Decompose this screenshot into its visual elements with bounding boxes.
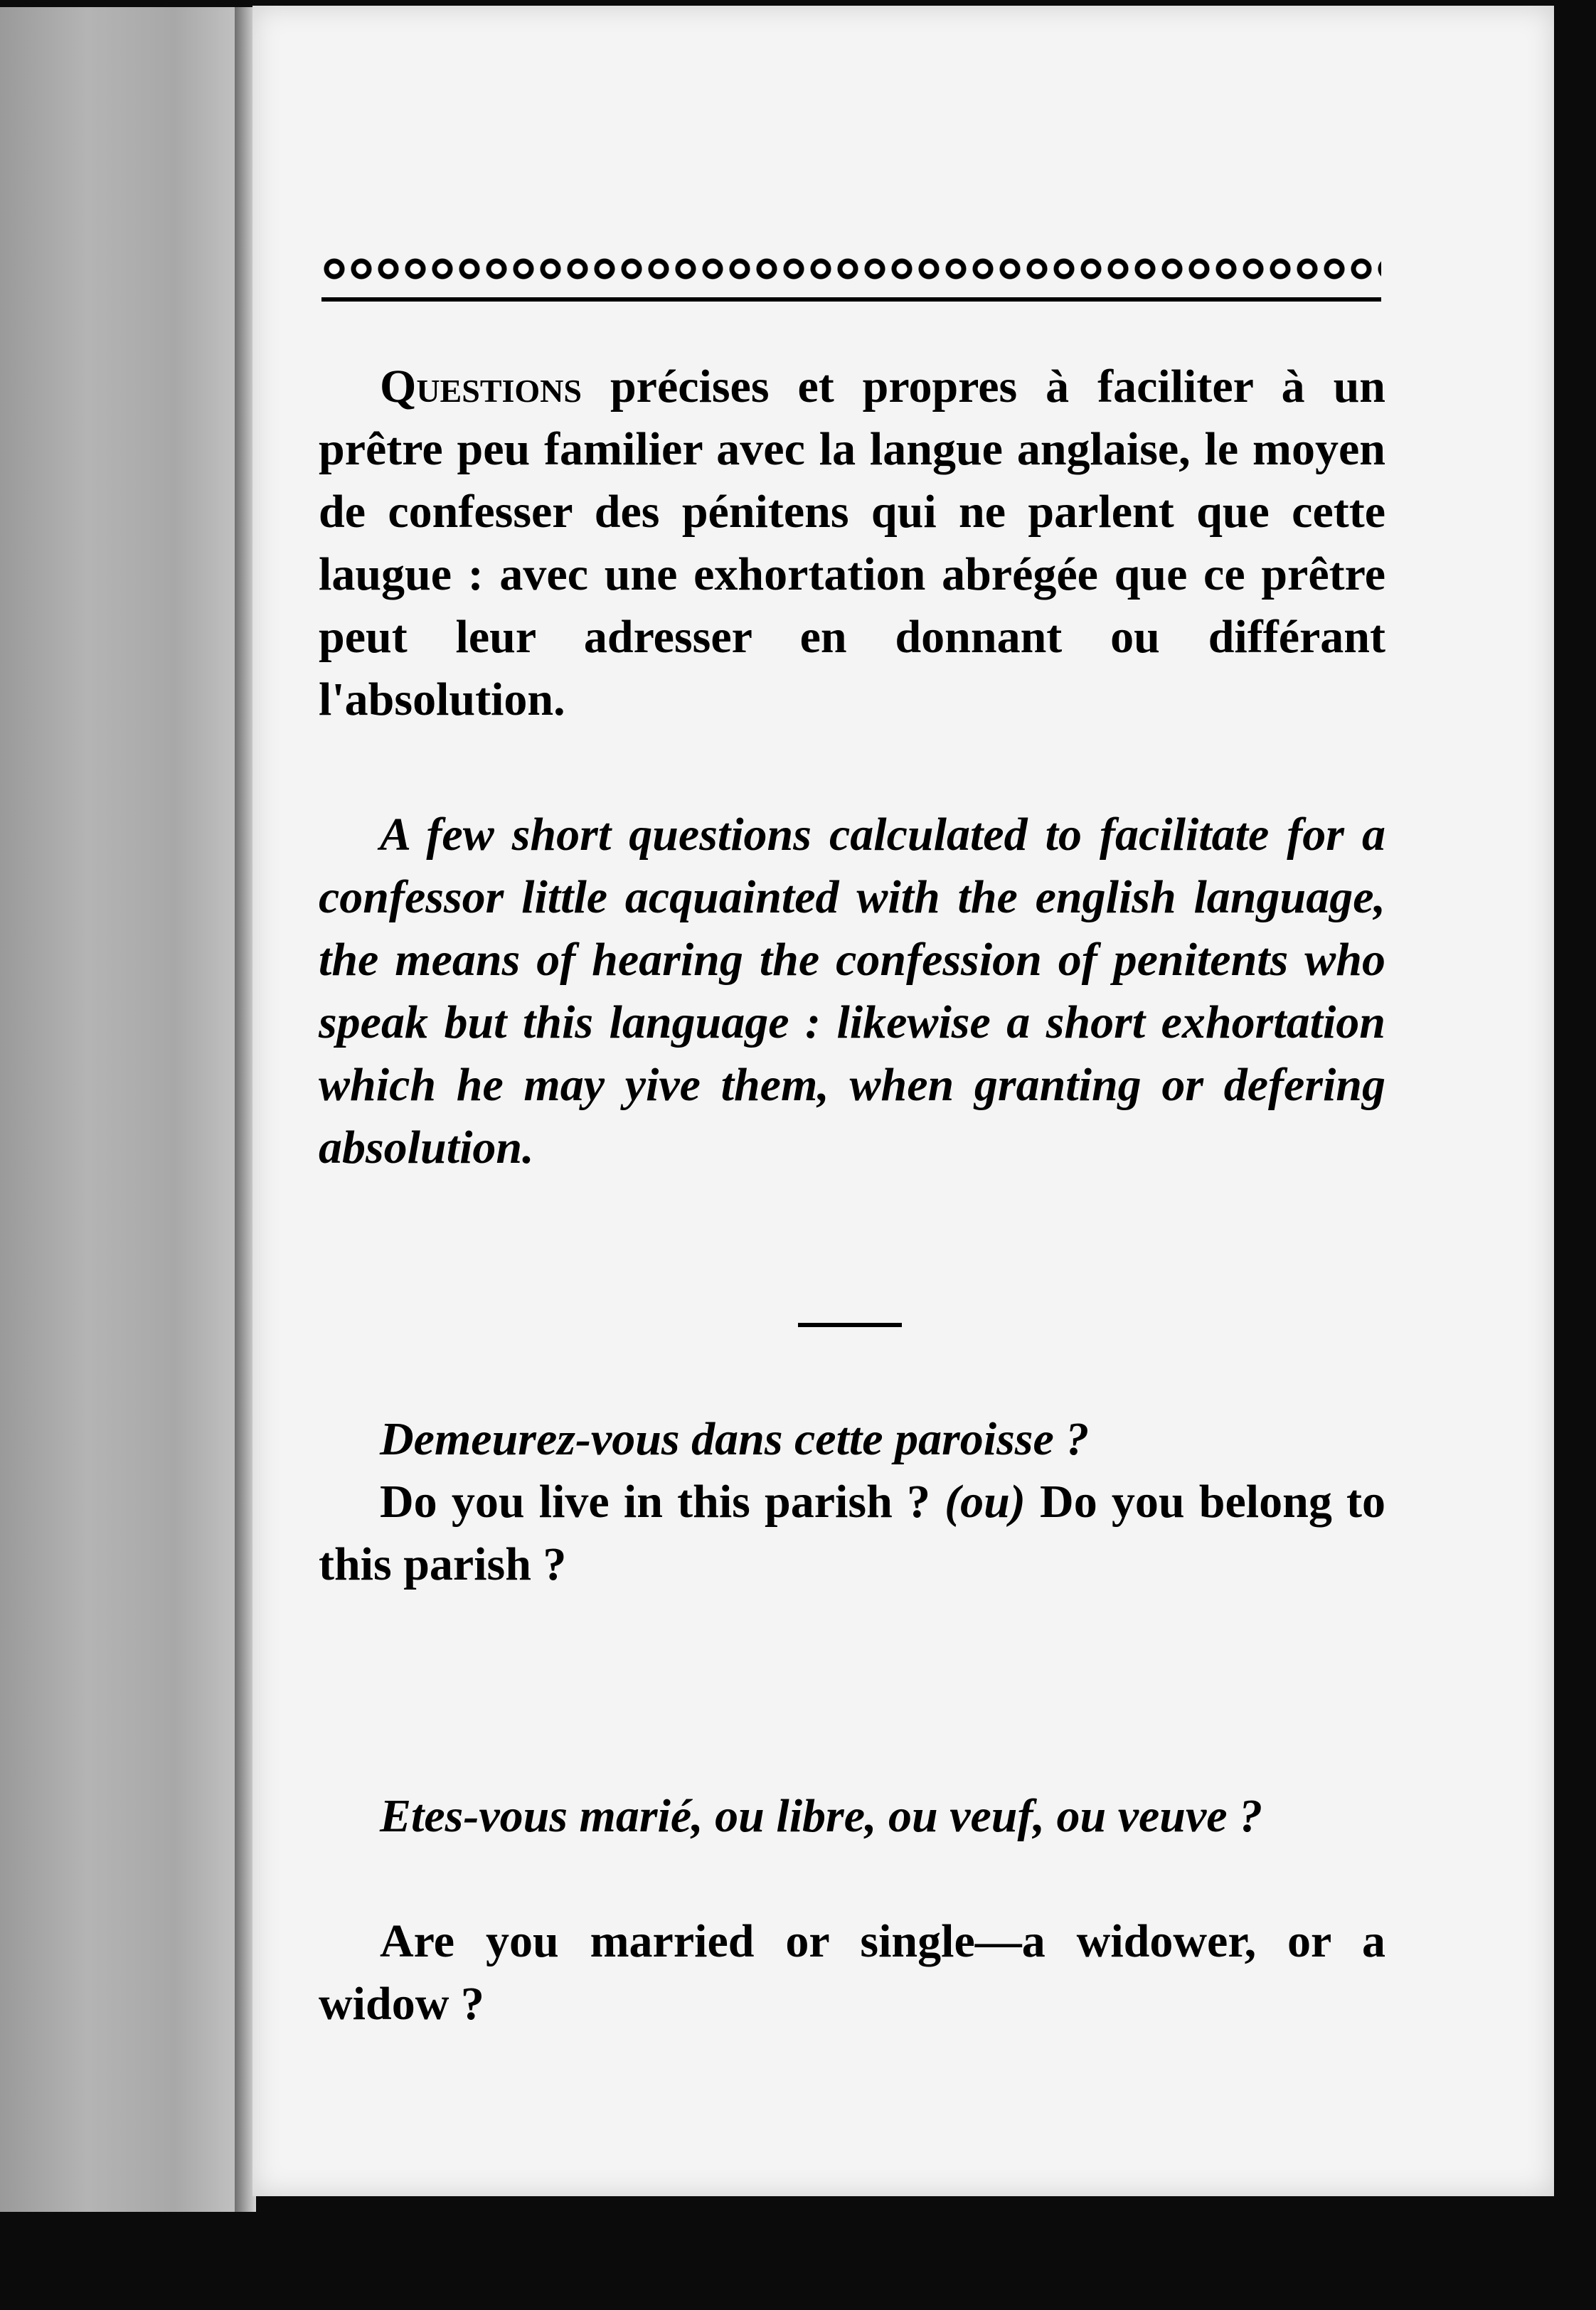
intro-rest: précises et propres à faciliter à un prêtre peu familier avec la langue anglaise, le moyen de confesser des pénitens qui ne parlent que cette laugue : avec une exhortation abrégée que ce prêtre peut leur adresser en donnant ou différant l'absolution. — [319, 361, 1386, 725]
section-rule — [798, 1323, 902, 1327]
question-1-french: Demeurez-vous dans cette paroisse ? — [380, 1413, 1090, 1465]
intro-english: A few short questions calculated to facilitate for a confessor little acquainted with the english language, the means of hearing the confession of penitents who speak but this language : likewise a short exhortation which he may yive them, when granting or defering absolution. — [319, 809, 1385, 1173]
question-1-english-a: Do you live in this parish ? — [380, 1476, 930, 1528]
book-spine — [0, 7, 249, 2212]
ornament-dots — [321, 256, 1381, 282]
intro-lead: Questions — [380, 361, 582, 412]
question-1-english-b: Do you belong to this parish ? — [319, 1476, 1386, 1590]
header-ornament — [321, 240, 1381, 302]
question-1-english — [319, 1471, 1385, 1596]
question-1-or: (ou) — [945, 1476, 1026, 1528]
question-2-french: Etes-vous marié, ou libre, ou veuf, ou veuve ? — [380, 1790, 1263, 1842]
intro-french — [319, 356, 1385, 731]
question-2-english: Are you married or single—a widower, or a widow ? — [319, 1915, 1385, 2030]
